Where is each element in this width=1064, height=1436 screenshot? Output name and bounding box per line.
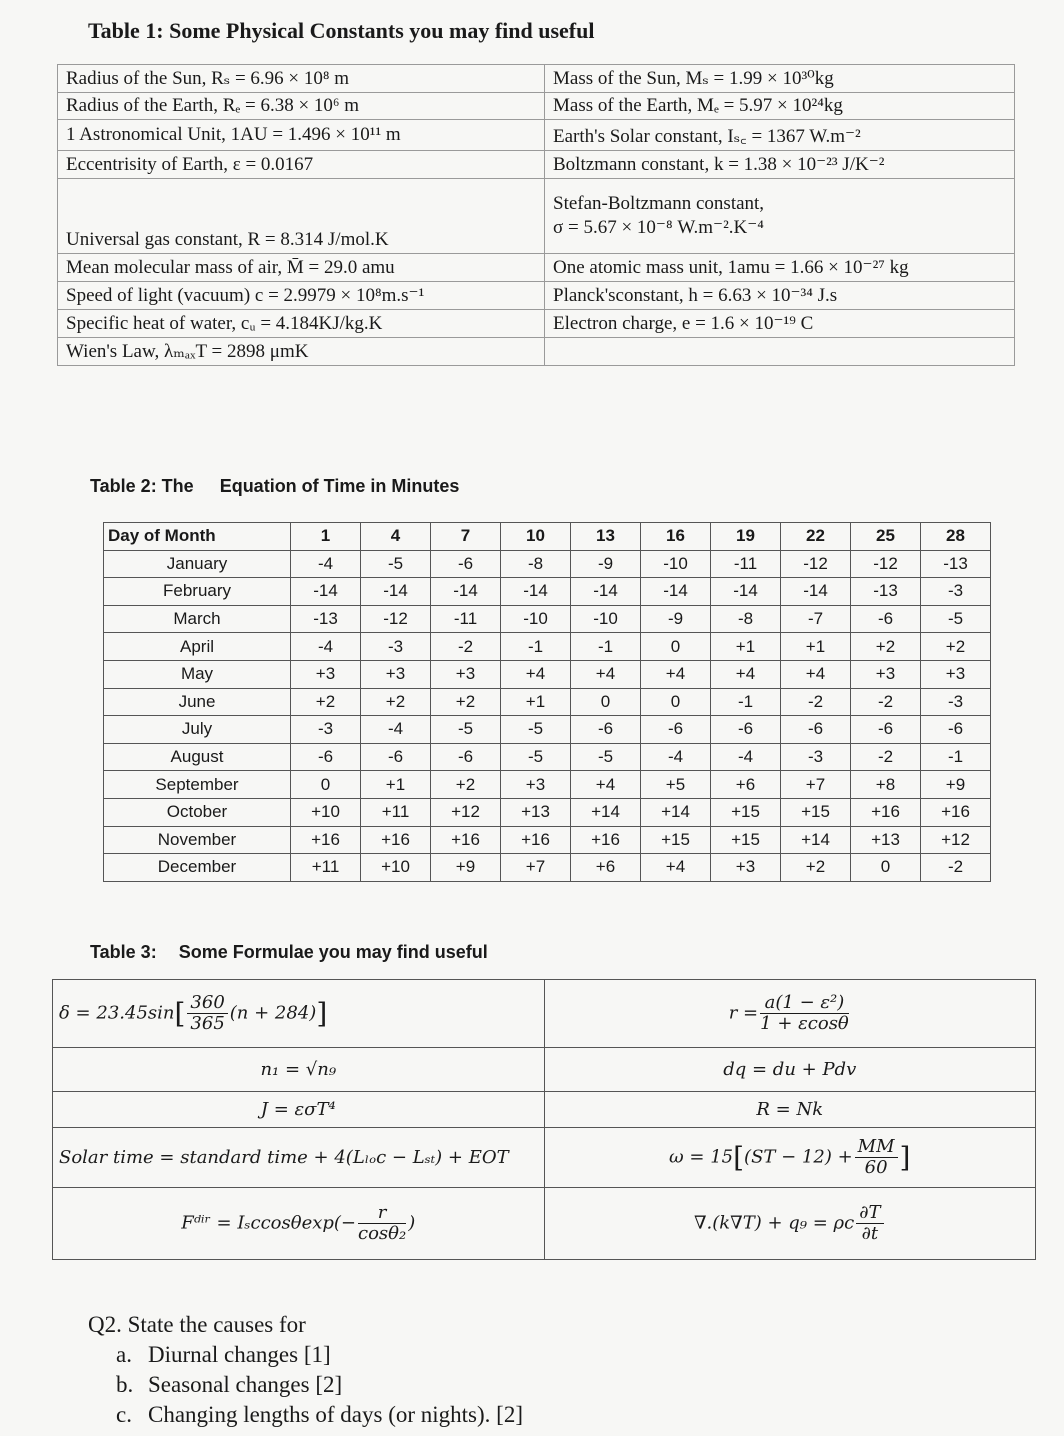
formula-stefan-boltzmann: J = εσT⁴ <box>53 1092 545 1128</box>
table-cell: +1 <box>781 633 851 661</box>
table-cell: -14 <box>711 578 781 606</box>
table-cell: -2 <box>431 633 501 661</box>
month-label: December <box>104 854 291 882</box>
table-cell: -5 <box>921 605 991 633</box>
table-row <box>53 1188 1036 1260</box>
table-cell: -6 <box>921 716 991 744</box>
table2-title-part2: Equation of Time in Minutes <box>219 476 460 496</box>
formula-part: Fᵈⁱʳ = Iₛccosθexp(− <box>181 1212 356 1234</box>
table-row <box>58 338 1015 366</box>
table-row <box>58 151 1015 179</box>
table-cell: -4 <box>291 550 361 578</box>
table-cell: -6 <box>711 716 781 744</box>
table-row <box>53 1092 1036 1128</box>
table-cell: +1 <box>711 633 781 661</box>
month-label: February <box>104 578 291 606</box>
month-label: March <box>104 605 291 633</box>
formula-part: δ = 23.45sin <box>59 1002 175 1024</box>
table-cell: Electron charge, e = 1.6 × 10⁻¹⁹ C <box>545 310 1015 338</box>
table-row <box>104 826 991 854</box>
table-cell: Mass of the Earth, Mₑ = 5.97 × 10²⁴kg <box>545 93 1015 120</box>
column-header-day: 19 <box>711 523 781 551</box>
table-cell: +15 <box>711 826 781 854</box>
table-cell: +4 <box>781 660 851 688</box>
formula-refractive-index: n₁ = √n₉ <box>53 1048 545 1092</box>
table-cell: +11 <box>291 854 361 882</box>
table-cell: +5 <box>641 771 711 799</box>
table-cell: -6 <box>431 550 501 578</box>
table3-title <box>90 942 488 963</box>
table-cell: +16 <box>501 826 571 854</box>
table-cell: 1 Astronomical Unit, 1AU = 1.496 × 10¹¹ m <box>58 120 545 151</box>
table-cell: -4 <box>711 743 781 771</box>
fraction-numerator: 360 <box>187 993 227 1014</box>
fraction-denominator: ∂t <box>861 1223 879 1244</box>
table-cell: +10 <box>291 798 361 826</box>
table-cell: +1 <box>501 688 571 716</box>
table-cell: -4 <box>361 716 431 744</box>
table-cell: +11 <box>361 798 431 826</box>
formula-part: r = <box>728 1002 759 1024</box>
table-row <box>104 633 991 661</box>
table-cell: +16 <box>361 826 431 854</box>
formula-part: (n + 284) <box>229 1002 317 1024</box>
table-cell: +12 <box>431 798 501 826</box>
table-row <box>104 688 991 716</box>
table-cell: +4 <box>571 660 641 688</box>
table-cell: -3 <box>921 578 991 606</box>
fraction-numerator: MM <box>855 1137 898 1158</box>
table-cell: +14 <box>781 826 851 854</box>
table-cell: +16 <box>851 798 921 826</box>
month-label: May <box>104 660 291 688</box>
formula-part: ) <box>408 1212 416 1234</box>
table-cell: +4 <box>641 660 711 688</box>
table-cell: +10 <box>361 854 431 882</box>
table-cell: +16 <box>431 826 501 854</box>
table-cell: +2 <box>851 633 921 661</box>
table-cell: One atomic mass unit, 1amu = 1.66 × 10⁻²⁷ kg <box>545 254 1015 282</box>
formula-part: ∇.(k∇T) + q₉ = ρc <box>693 1212 855 1234</box>
table-cell: -6 <box>571 716 641 744</box>
table2-title-part1: Table 2: The <box>90 476 194 496</box>
table-row <box>53 980 1036 1048</box>
question-title: Q2. State the causes for <box>88 1312 306 1337</box>
formula-part: ω = 15 <box>669 1146 734 1168</box>
table-cell: 0 <box>641 633 711 661</box>
table-cell: -14 <box>361 578 431 606</box>
table-cell: -9 <box>571 550 641 578</box>
table-cell: +4 <box>711 660 781 688</box>
table-cell: +15 <box>641 826 711 854</box>
table-cell-line: σ = 5.67 × 10⁻⁸ W.m⁻².K⁻⁴ <box>553 217 764 238</box>
table-row <box>58 310 1015 338</box>
table-cell: -10 <box>501 605 571 633</box>
item-text: Changing lengths of days (or nights). [2] <box>148 1402 523 1427</box>
table-cell: Earth's Solar constant, Iₛ꜀ = 1367 W.m⁻² <box>545 120 1015 151</box>
table-row <box>104 743 991 771</box>
table3-title-part1: Table 3: <box>90 942 157 962</box>
table-cell: -5 <box>501 716 571 744</box>
list-item <box>88 1370 523 1400</box>
table-cell: -2 <box>781 688 851 716</box>
table-cell: -11 <box>431 605 501 633</box>
table2-title <box>90 476 459 497</box>
item-text: Seasonal changes [2] <box>148 1372 343 1397</box>
table-cell: -14 <box>781 578 851 606</box>
formula-orbit-radius <box>544 980 1036 1048</box>
table-cell: -6 <box>291 743 361 771</box>
table-cell: +2 <box>291 688 361 716</box>
month-label: July <box>104 716 291 744</box>
table-cell: -3 <box>291 716 361 744</box>
table-cell: Wien's Law, λₘₐₓT = 2898 μmK <box>58 338 545 366</box>
month-label: June <box>104 688 291 716</box>
month-label: September <box>104 771 291 799</box>
column-header-day: 7 <box>431 523 501 551</box>
table-cell: +16 <box>921 798 991 826</box>
table-row <box>58 179 1015 254</box>
fraction-numerator: r <box>358 1203 406 1224</box>
table-cell: +3 <box>851 660 921 688</box>
table-cell: -6 <box>361 743 431 771</box>
formula-solar-time: Solar time = standard time + 4(Lₗₒc − Lₛₜ) + EOT <box>53 1128 545 1188</box>
table-cell: -5 <box>431 716 501 744</box>
table-cell: -13 <box>851 578 921 606</box>
table-cell: -3 <box>361 633 431 661</box>
table-cell: 0 <box>641 688 711 716</box>
table-cell: +4 <box>571 771 641 799</box>
table-cell: +16 <box>571 826 641 854</box>
table-row <box>104 578 991 606</box>
fraction-denominator: 365 <box>190 1013 225 1034</box>
table-cell: +8 <box>851 771 921 799</box>
table-cell: +7 <box>781 771 851 799</box>
formula-first-law: dq = du + Pdv <box>544 1048 1036 1092</box>
table-cell: -14 <box>291 578 361 606</box>
table-cell: +2 <box>361 688 431 716</box>
month-label: November <box>104 826 291 854</box>
table-header-row <box>104 523 991 551</box>
table-row <box>104 854 991 882</box>
column-header-day: 13 <box>571 523 641 551</box>
table-cell: +3 <box>291 660 361 688</box>
formula-hour-angle: ω = 15[(ST − 12) + $\frac{MM}{60}$ ] <box>544 1128 1036 1188</box>
item-letter: a. <box>116 1342 132 1367</box>
table-cell: Mass of the Sun, Mₛ = 1.99 × 10³⁰kg <box>545 65 1015 93</box>
table-cell: +2 <box>431 771 501 799</box>
table-cell: Radius of the Earth, Rₑ = 6.38 × 10⁶ m <box>58 93 545 120</box>
table-cell: -5 <box>571 743 641 771</box>
table-cell: -10 <box>641 550 711 578</box>
table-cell: -12 <box>361 605 431 633</box>
item-letter: c. <box>116 1402 132 1427</box>
fraction-denominator: cosθ₂ <box>358 1223 407 1244</box>
month-label: April <box>104 633 291 661</box>
table-cell: -4 <box>291 633 361 661</box>
column-header-day: 10 <box>501 523 571 551</box>
table-cell: Mean molecular mass of air, M̄ = 29.0 amu <box>58 254 545 282</box>
table-cell: -1 <box>501 633 571 661</box>
question-block <box>88 1310 523 1430</box>
fraction-denominator: 1 + εcosθ <box>760 1013 849 1034</box>
formula-heat-equation <box>544 1188 1036 1260</box>
table-cell: +2 <box>781 854 851 882</box>
fraction-numerator: a(1 − ε²) <box>760 993 849 1014</box>
table-cell: -8 <box>501 550 571 578</box>
table-cell: Universal gas constant, R = 8.314 J/mol.K <box>58 179 545 254</box>
table-cell: Radius of the Sun, Rₛ = 6.96 × 10⁸ m <box>58 65 545 93</box>
table-cell <box>545 179 1015 254</box>
fraction-numerator: ∂T <box>856 1203 883 1224</box>
table-cell: -14 <box>571 578 641 606</box>
table-cell: +1 <box>361 771 431 799</box>
table-cell: +14 <box>571 798 641 826</box>
table-cell: -11 <box>711 550 781 578</box>
table-cell: +15 <box>781 798 851 826</box>
column-header-day: 28 <box>921 523 991 551</box>
table-cell: +2 <box>431 688 501 716</box>
table-cell: +3 <box>921 660 991 688</box>
table-cell: -14 <box>431 578 501 606</box>
table-cell: -7 <box>781 605 851 633</box>
table-row <box>104 716 991 744</box>
table-cell: -5 <box>361 550 431 578</box>
table-cell: -13 <box>921 550 991 578</box>
table-cell: +4 <box>501 660 571 688</box>
formula-gas-constant: R = Nk <box>544 1092 1036 1128</box>
table-cell: +13 <box>851 826 921 854</box>
table-cell: Boltzmann constant, k = 1.38 × 10⁻²³ J/K⁻² <box>545 151 1015 179</box>
list-item <box>88 1340 523 1370</box>
table-cell: +15 <box>711 798 781 826</box>
column-header-day: 16 <box>641 523 711 551</box>
column-header-day: 1 <box>291 523 361 551</box>
formula-direct-radiation <box>53 1188 545 1260</box>
table-cell: Planck'sconstant, h = 6.63 × 10⁻³⁴ J.s <box>545 282 1015 310</box>
table-cell: -3 <box>781 743 851 771</box>
month-label: August <box>104 743 291 771</box>
column-header-day: 22 <box>781 523 851 551</box>
column-header-day: 4 <box>361 523 431 551</box>
table-row <box>104 798 991 826</box>
physical-constants-table <box>57 64 1015 366</box>
table-cell: +7 <box>501 854 571 882</box>
column-header-day: 25 <box>851 523 921 551</box>
table3-title-part2: Some Formulae you may find useful <box>178 942 488 962</box>
table-cell: +9 <box>921 771 991 799</box>
table-row <box>104 771 991 799</box>
table-row <box>58 120 1015 151</box>
table-cell: -5 <box>501 743 571 771</box>
table-cell <box>545 338 1015 366</box>
table-cell: +3 <box>711 854 781 882</box>
table-cell: -3 <box>921 688 991 716</box>
table-cell: 0 <box>291 771 361 799</box>
table-cell: -2 <box>921 854 991 882</box>
table-row <box>58 65 1015 93</box>
table-cell: Specific heat of water, cᵤ = 4.184KJ/kg.K <box>58 310 545 338</box>
table-row <box>104 660 991 688</box>
table-cell: +6 <box>711 771 781 799</box>
table-row <box>53 1048 1036 1092</box>
table-cell: -14 <box>501 578 571 606</box>
table-cell: +14 <box>641 798 711 826</box>
formulae-table <box>52 979 1036 1260</box>
item-text: Diurnal changes [1] <box>148 1342 331 1367</box>
table-cell: -14 <box>641 578 711 606</box>
table1-title: Table 1: Some Physical Constants you may find useful <box>88 18 595 43</box>
table-cell: -6 <box>641 716 711 744</box>
month-label: October <box>104 798 291 826</box>
table-cell: +9 <box>431 854 501 882</box>
table-cell: -6 <box>851 716 921 744</box>
table-cell: -12 <box>851 550 921 578</box>
table-row <box>104 550 991 578</box>
table-cell: -2 <box>851 688 921 716</box>
table-cell: -8 <box>711 605 781 633</box>
table-cell: -12 <box>781 550 851 578</box>
table-cell: -1 <box>711 688 781 716</box>
table-cell: +4 <box>641 854 711 882</box>
table-cell: +13 <box>501 798 571 826</box>
table-cell: +2 <box>921 633 991 661</box>
table-row <box>58 282 1015 310</box>
month-label: January <box>104 550 291 578</box>
equation-of-time-table <box>103 522 991 882</box>
item-letter: b. <box>116 1372 134 1397</box>
column-header-day-of-month: Day of Month <box>104 523 291 551</box>
table-cell: -1 <box>571 633 641 661</box>
table-row <box>58 93 1015 120</box>
table-cell: -6 <box>431 743 501 771</box>
table-cell: -4 <box>641 743 711 771</box>
table-cell: -6 <box>781 716 851 744</box>
table-cell: +3 <box>501 771 571 799</box>
table-cell: Eccentrisity of Earth, ε = 0.0167 <box>58 151 545 179</box>
table-cell: -10 <box>571 605 641 633</box>
table-cell: 0 <box>571 688 641 716</box>
table-cell: +3 <box>431 660 501 688</box>
table-cell: 0 <box>851 854 921 882</box>
table-cell: -13 <box>291 605 361 633</box>
list-item <box>88 1400 523 1430</box>
fraction-denominator: 60 <box>864 1157 888 1178</box>
table-cell: +3 <box>361 660 431 688</box>
table-row <box>53 1128 1036 1188</box>
table-row <box>104 605 991 633</box>
table-cell: +16 <box>291 826 361 854</box>
table-row <box>58 254 1015 282</box>
table-cell: +6 <box>571 854 641 882</box>
table-cell: -1 <box>921 743 991 771</box>
formula-part: (ST − 12) + <box>744 1146 853 1168</box>
table-cell: -6 <box>851 605 921 633</box>
table-cell: -9 <box>641 605 711 633</box>
table-cell: -2 <box>851 743 921 771</box>
table-cell-line: Stefan-Boltzmann constant, <box>553 193 765 214</box>
table-cell: Speed of light (vacuum) c = 2.9979 × 10⁸m.s⁻¹ <box>58 282 545 310</box>
formula-declination: δ = 23.45sin[ $\frac{360}{365}$ (n + 284)] <box>53 980 545 1048</box>
table-cell: +12 <box>921 826 991 854</box>
